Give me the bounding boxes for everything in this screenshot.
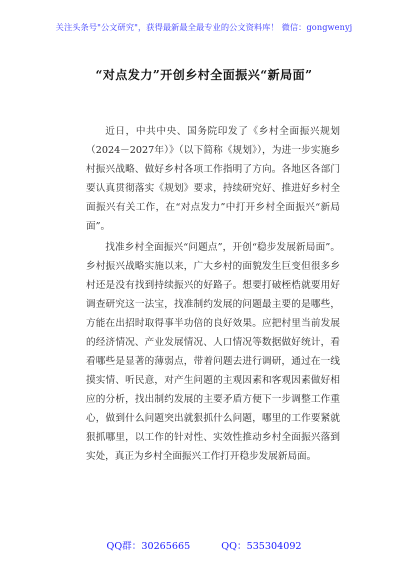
document-title: “对点发力”开创乡村全面振兴“新局面”	[95, 68, 313, 82]
paragraph-1: 近日，中共中央、国务院印发了《乡村全面振兴规划（2024－2027年）》（以下简称《规划》），为进一步实施乡村振兴战略、做好乡村各项工作指明了方向。各地区各部门要认真贯彻落实《规划》要求，持续研究好、推进好乡村全面振兴有关工作，在“对点发力”中打开乡村全面振兴“新局面”。	[86, 126, 340, 232]
header-promo-text: 关注头条号"公文研究"，获得最新最全最专业的公文资料库！ 微信：gongwenyj	[55, 22, 353, 32]
footer-qq: QQ：535304092	[221, 541, 302, 552]
footer-contact	[0, 538, 408, 552]
footer-qq-group: QQ群：30265665	[106, 541, 191, 552]
document-body	[86, 122, 340, 468]
paragraph-2: 找准乡村全面振兴“问题点”，开创“稳步发展新局面”。乡村振兴战略实施以来，广大乡村的面貌发生巨变但很多乡村还是没有找到持续振兴的好路子。想要打破桎梏就要用好调查研究这一法宝，找准制约发展的问题最主要的是哪些，方能在出招时取得事半功倍的良好效果。应把村里当前发展的经济情况、产业发展情况、人口情况等数据做好统计，看看哪些是显著的薄弱点，带着问题去进行调研，通过在一线摸实情、听民意，对产生问题的主观因素和客观因素做好相应的分析，找出制约发展的主要矛盾方便下一步调整工作重心，做到什么问题突出就狠抓什么问题，哪里的工作要紧就狠抓哪里，以工作的针对性、实效性推动乡村全面振兴落到实处，真正为乡村全面振兴工作打开稳步发展新局面。	[86, 242, 340, 462]
